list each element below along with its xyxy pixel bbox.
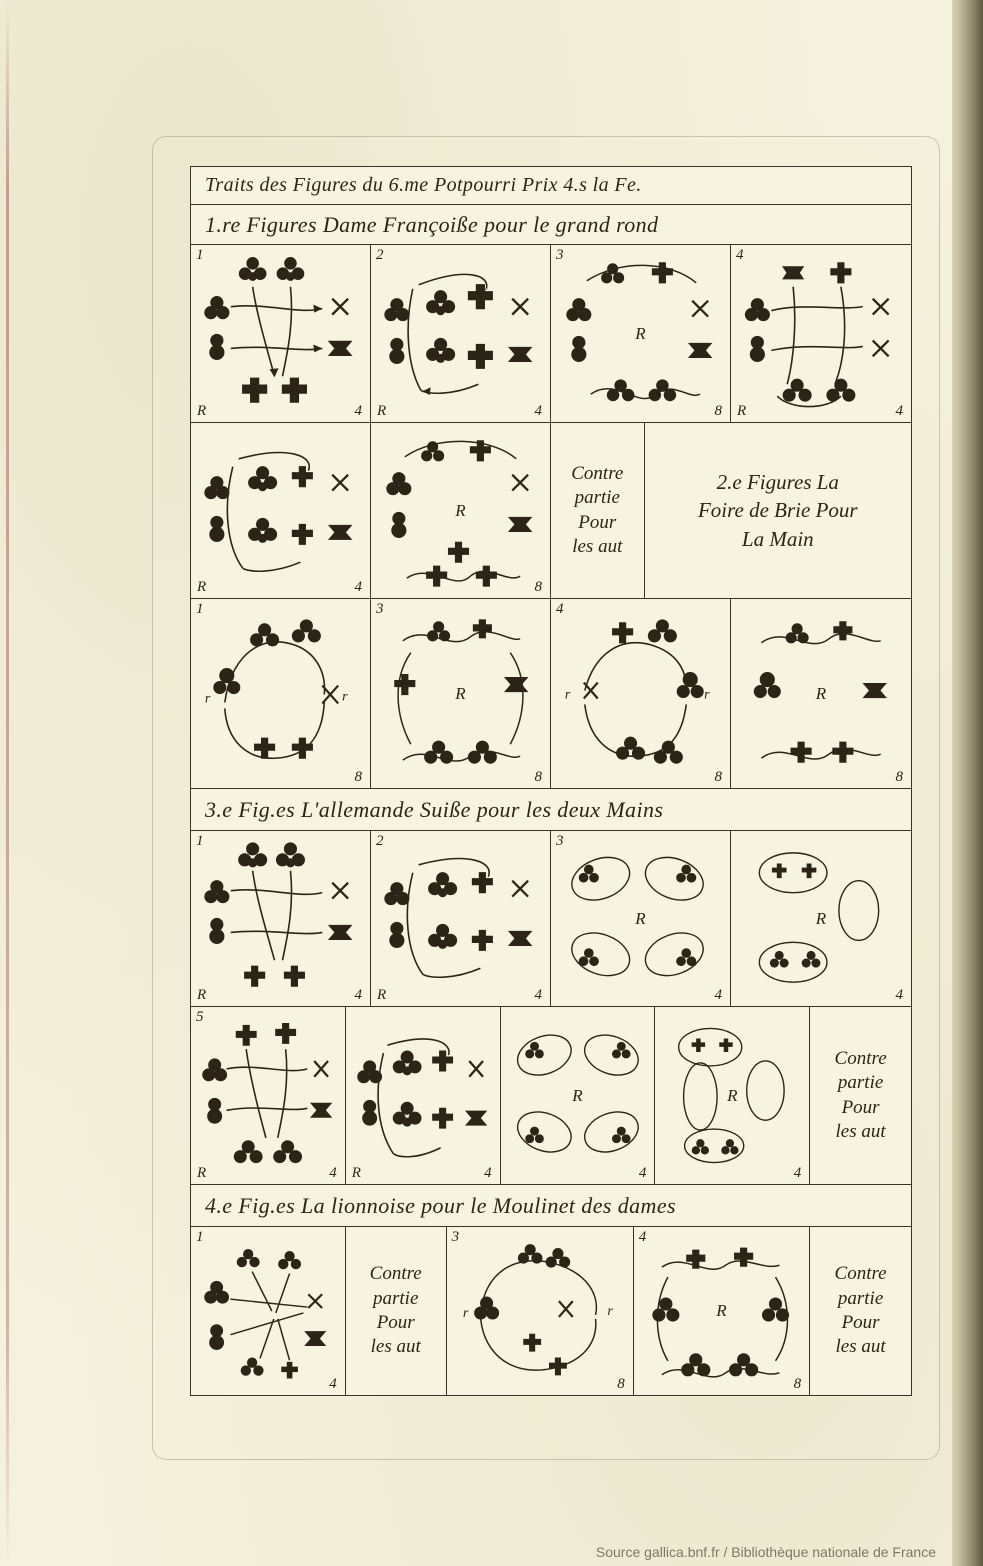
section-2-heading-line-2: Foire de Brie Pour: [697, 498, 858, 523]
figure-number: 4: [638, 1229, 647, 1245]
section-1-heading-text: 1.re Figures Dame Françoiße pour le grand rond: [205, 211, 659, 237]
section-2-heading-cell: [645, 423, 911, 598]
figure-cell: [731, 599, 911, 788]
book-gutter: [952, 0, 983, 1566]
contre-line-2: partie: [373, 1287, 419, 1309]
dance-figure-bigloop-icon: [447, 1227, 633, 1395]
reprise-center-mark: R: [727, 1085, 738, 1105]
figure-cell: [447, 1227, 634, 1395]
dance-figure-loop-icon: [346, 1007, 500, 1184]
figure-cell: [191, 245, 371, 422]
contre-line-2: partie: [837, 1287, 884, 1309]
engraved-plate: [190, 166, 912, 1396]
figure-cell: [191, 1007, 346, 1184]
page-red-edge: [6, 0, 9, 1566]
reprise-center-mark: R: [455, 500, 466, 520]
svg-text:r: r: [564, 687, 571, 703]
beat-count: 4: [895, 987, 903, 1003]
plate-title-text: Traits des Figures du 6.me Potpourri Prix 4.s la Fe.: [205, 174, 642, 196]
section-4-heading-text: 4.e Fig.es La lionnoise pour le Moulinet des dames: [205, 1192, 676, 1218]
reprise-center-mark: R: [572, 1085, 583, 1105]
dance-figure-bigloop-icon: [551, 599, 730, 788]
contre-line-3: Pour: [376, 1312, 415, 1333]
beat-count: 4: [354, 987, 362, 1003]
contre-line-1: Contre: [571, 462, 624, 484]
figure-cell: [371, 423, 551, 598]
beat-count: 8: [534, 769, 542, 785]
dance-figure-arrows-icon: [191, 245, 370, 422]
figure-cell: [551, 245, 731, 422]
figure-row-6: [191, 1227, 911, 1395]
section-4-heading: [191, 1185, 911, 1227]
figure-cell: [191, 599, 371, 788]
section-1-heading: [191, 205, 911, 245]
figure-number: 1: [196, 601, 204, 617]
beat-count: 4: [638, 1165, 647, 1181]
reprise-mark: R: [197, 579, 207, 595]
reprise-center-mark: R: [815, 908, 827, 928]
source-credit: [0, 1544, 952, 1560]
figure-number: 1: [196, 247, 204, 263]
beat-count: 4: [354, 403, 362, 419]
figure-cell: [371, 831, 551, 1006]
contre-partie-note: [810, 1227, 911, 1395]
figure-number: 1: [196, 833, 204, 849]
dance-figure-arrows-icon: [191, 831, 370, 1006]
beat-count: 8: [617, 1376, 625, 1392]
figure-row-5: [191, 1007, 911, 1185]
svg-text:r: r: [204, 691, 211, 707]
figure-cell: [731, 245, 911, 422]
contre-partie-cell: [810, 1227, 911, 1395]
contre-line-3: Pour: [841, 1096, 880, 1118]
figure-number: 3: [556, 247, 564, 263]
figure-cell: [501, 1007, 656, 1184]
figure-cell: [731, 831, 911, 1006]
dance-figure-loop-icon: [371, 831, 550, 1006]
dance-figure-star-icon: [191, 1227, 345, 1395]
reprise-mark: R: [377, 403, 387, 419]
contre-line-1: Contre: [834, 1263, 887, 1285]
reprise-mark: R: [197, 1165, 207, 1181]
contre-line-4: les aut: [370, 1336, 421, 1358]
svg-text:r: r: [704, 687, 710, 703]
beat-count: 8: [354, 769, 362, 785]
source-credit-text: Source gallica.bnf.fr / Bibliothèque nationale de France: [595, 1544, 936, 1560]
svg-text:r: r: [342, 689, 348, 705]
figure-row-2: [191, 423, 911, 599]
contre-line-4: les aut: [572, 535, 623, 557]
beat-count: 4: [714, 987, 722, 1003]
section-2-heading-line-1: 2.e Figures La: [716, 469, 839, 494]
beat-count: 8: [714, 403, 722, 419]
reprise-center-mark: R: [455, 683, 466, 703]
dance-figure-loop-icon: [191, 423, 370, 598]
contre-line-1: Contre: [369, 1263, 422, 1285]
contre-line-4: les aut: [835, 1120, 886, 1142]
reprise-mark: R: [197, 987, 207, 1003]
figure-cell: [191, 831, 371, 1006]
figure-cell: [371, 245, 551, 422]
dance-figure-loop-icon: [371, 245, 550, 422]
figure-cell: [346, 1007, 501, 1184]
reprise-center-mark: R: [815, 683, 827, 703]
reprise-center-mark: R: [716, 1301, 727, 1320]
figure-number: 2: [376, 833, 384, 849]
section-3-heading: [191, 789, 911, 831]
figure-number: 1: [196, 1229, 204, 1245]
beat-count: 4: [534, 403, 542, 419]
beat-count: 4: [354, 579, 362, 595]
figure-number: 4: [736, 247, 744, 263]
contre-partie-note: [551, 423, 644, 598]
contre-partie-cell: [551, 423, 645, 598]
reprise-center-mark: R: [635, 323, 646, 343]
reprise-mark: R: [377, 987, 387, 1003]
beat-count: 4: [534, 987, 542, 1003]
section-2-heading: [645, 423, 911, 598]
figure-cell: [551, 831, 731, 1006]
contre-line-2: partie: [574, 487, 620, 509]
beat-count: 4: [329, 1165, 337, 1181]
reprise-center-mark: R: [635, 908, 646, 928]
figure-cell: [551, 599, 731, 788]
plate-title: [191, 167, 911, 205]
contre-partie-note: [810, 1007, 911, 1184]
reprise-mark: R: [197, 403, 207, 419]
section-3-heading-text: 3.e Fig.es L'allemande Suiße pour les deux Mains: [205, 796, 664, 822]
contre-line-2: partie: [837, 1072, 884, 1094]
contre-partie-note: [346, 1227, 446, 1395]
beat-count: 4: [484, 1165, 492, 1181]
figure-cell: [371, 599, 551, 788]
svg-text:r: r: [462, 1304, 468, 1320]
figure-row-1: [191, 245, 911, 423]
figure-cell: [634, 1227, 810, 1395]
figure-number: 3: [556, 833, 564, 849]
figure-number: 4: [556, 601, 564, 617]
beat-count: 8: [534, 579, 542, 595]
beat-count: 8: [895, 769, 903, 785]
reprise-mark: R: [737, 403, 747, 419]
section-2-heading-line-3: La Main: [741, 526, 814, 551]
svg-text:r: r: [607, 1302, 613, 1318]
contre-partie-cell: [810, 1007, 911, 1184]
dance-figure-bigloop-icon: [191, 599, 370, 788]
beat-count: 4: [793, 1165, 802, 1181]
contre-line-1: Contre: [834, 1047, 887, 1069]
figure-row-4: [191, 831, 911, 1007]
figure-cell: [655, 1007, 810, 1184]
dance-figure-arrows-icon: [191, 1007, 345, 1184]
figure-cell: [191, 1227, 346, 1395]
beat-count: 8: [793, 1376, 802, 1392]
figure-number: 2: [376, 247, 384, 263]
figure-row-3: [191, 599, 911, 789]
figure-number: 3: [376, 601, 384, 617]
beat-count: 4: [329, 1376, 337, 1392]
beat-count: 4: [895, 403, 903, 419]
beat-count: 8: [714, 769, 722, 785]
contre-line-3: Pour: [578, 511, 617, 533]
reprise-mark: R: [351, 1165, 361, 1181]
figure-cell: [191, 423, 371, 598]
contre-line-4: les aut: [835, 1336, 886, 1358]
contre-line-3: Pour: [841, 1312, 880, 1333]
figure-number: 5: [196, 1009, 204, 1025]
figure-number: 3: [451, 1229, 460, 1245]
dance-figure-arrows-icon: [731, 245, 911, 422]
contre-partie-cell: [346, 1227, 447, 1395]
